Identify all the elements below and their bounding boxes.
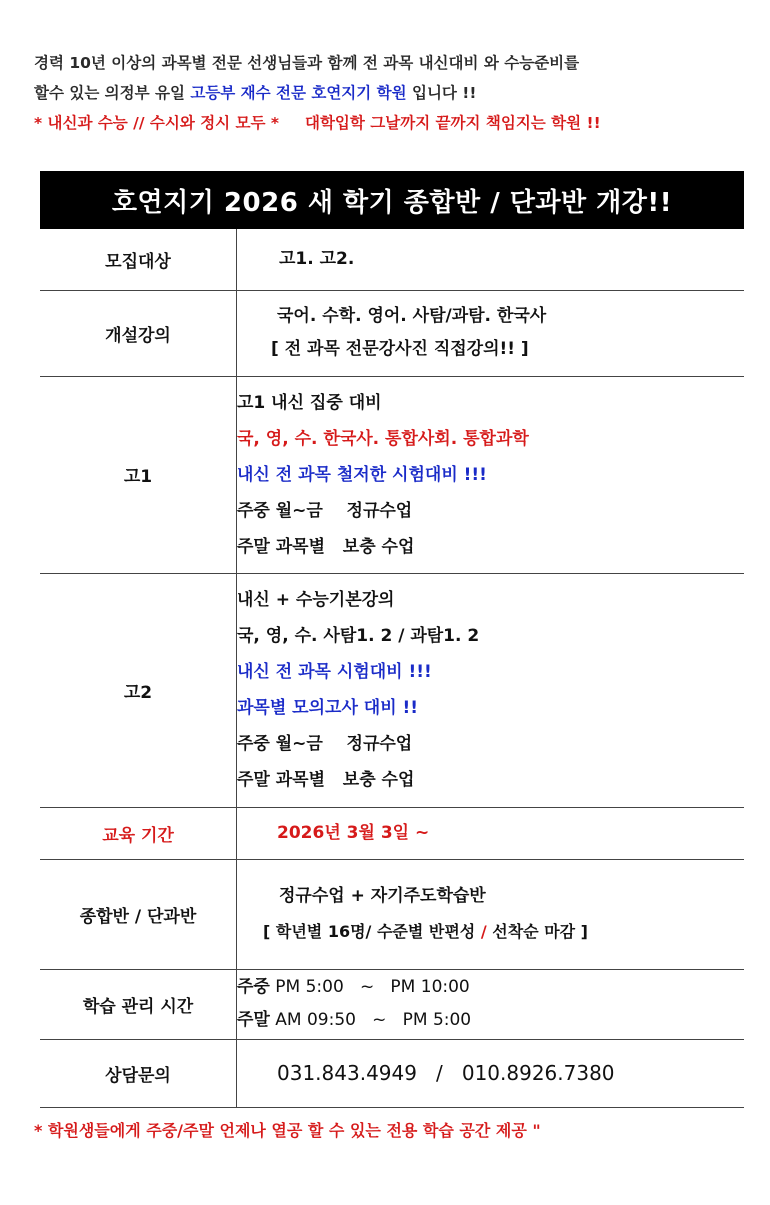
label-period: 교육 기간: [40, 807, 237, 859]
value-contact: [237, 1039, 745, 1107]
classes-line-1: 정규수업 + 자기주도학습반: [279, 886, 486, 906]
row-g1: [40, 376, 744, 573]
recruit-line: 고1. 고2.: [279, 249, 355, 270]
classes-line-2-start: [ 학년별 16명/ 수준별 반편성: [263, 922, 481, 941]
period-line: 2026년 3월 3일 ~: [277, 823, 430, 843]
value-g2: [237, 573, 745, 807]
g2-line-1: 내신 + 수능기본강의: [237, 590, 395, 610]
weekday-time: PM 5:00 ~ PM 10:00: [269, 977, 470, 997]
weekday-label: 주중: [237, 977, 270, 997]
value-hours: [237, 969, 745, 1039]
row-period: [40, 807, 744, 859]
label-contact: 상담문의: [40, 1039, 237, 1107]
info-table: [40, 229, 744, 1108]
g2-line-2: 국, 영, 수. 사탐1. 2 / 과탐1. 2: [237, 626, 480, 646]
intro-line-1: 경력 10년 이상의 과목별 전문 선생님들과 함께 전 과목 내신대비 와 수능준비를: [34, 54, 580, 72]
academy-name: 고등부 재수 전문 호연지기 학원: [190, 84, 407, 102]
label-g1: 고1: [40, 376, 237, 573]
g1-line-4: 주중 월~금 정규수업: [237, 500, 413, 521]
row-classes: [40, 859, 744, 969]
value-classes: [237, 859, 745, 969]
intro-line-3: [34, 108, 744, 138]
contact-phones: 031.843.4949 / 010.8926.7380: [277, 1061, 615, 1085]
weekend-time: AM 09:50 ~ PM 5:00: [269, 1010, 472, 1030]
banner-title: 호연지기 2026 새 학기 종합반 / 단과반 개강!!: [40, 171, 744, 229]
weekend-hours: [237, 1004, 744, 1037]
footer-note: * 학원생들에게 주중/주말 언제나 열공 할 수 있는 전용 학습 공간 제공 ": [34, 1121, 541, 1140]
classes-line-2-end: 선착순 마감 ]: [486, 922, 588, 941]
value-courses: [237, 290, 745, 376]
courses-line-1: 국어. 수학. 영어. 사탐/과탐. 한국사: [277, 306, 547, 326]
courses-line-2: [ 전 과목 전문강사진 직접강의!! ]: [271, 339, 529, 359]
g2-line-4: 과목별 모의고사 대비 !!: [237, 698, 419, 718]
label-g2: 고2: [40, 573, 237, 807]
row-hours: [40, 969, 744, 1039]
value-recruit: [237, 229, 745, 290]
g1-line-5: 주말 과목별 보충 수업: [237, 536, 415, 557]
row-contact: [40, 1039, 744, 1107]
g2-line-3: 내신 전 과목 시험대비 !!!: [237, 662, 432, 682]
value-g1: [237, 376, 745, 573]
label-hours: 학습 관리 시간: [40, 969, 237, 1039]
weekday-hours: [237, 971, 744, 1004]
intro-line-2-end: 입니다 !!: [406, 84, 477, 102]
row-g2: [40, 573, 744, 807]
classes-slash: /: [480, 922, 487, 941]
g1-line-3: 내신 전 과목 철저한 시험대비 !!!: [237, 464, 487, 485]
label-recruit: 모집대상: [40, 229, 237, 290]
label-classes: 종합반 / 단과반: [40, 859, 237, 969]
intro-text: [34, 48, 744, 138]
slogan-left: * 내신과 수능 // 수시와 정시 모두 *: [34, 114, 279, 132]
classes-line-2: [263, 914, 744, 950]
g1-line-2: 국, 영, 수. 한국사. 통합사회. 통합과학: [237, 428, 529, 449]
g2-line-6: 주말 과목별 보충 수업: [237, 770, 415, 790]
weekend-label: 주말: [237, 1010, 270, 1030]
g1-line-1: 고1 내신 집중 대비: [237, 392, 382, 413]
label-courses: 개설강의: [40, 290, 237, 376]
intro-line-2: [34, 78, 744, 108]
intro-line-2-start: 할수 있는 의정부 유일: [34, 84, 191, 102]
row-courses: [40, 290, 744, 376]
row-recruit: [40, 229, 744, 290]
value-period: [237, 807, 745, 859]
slogan-right: 대학입학 그날까지 끝까지 책임지는 학원 !!: [304, 114, 601, 132]
g2-line-5: 주중 월~금 정규수업: [237, 734, 413, 754]
